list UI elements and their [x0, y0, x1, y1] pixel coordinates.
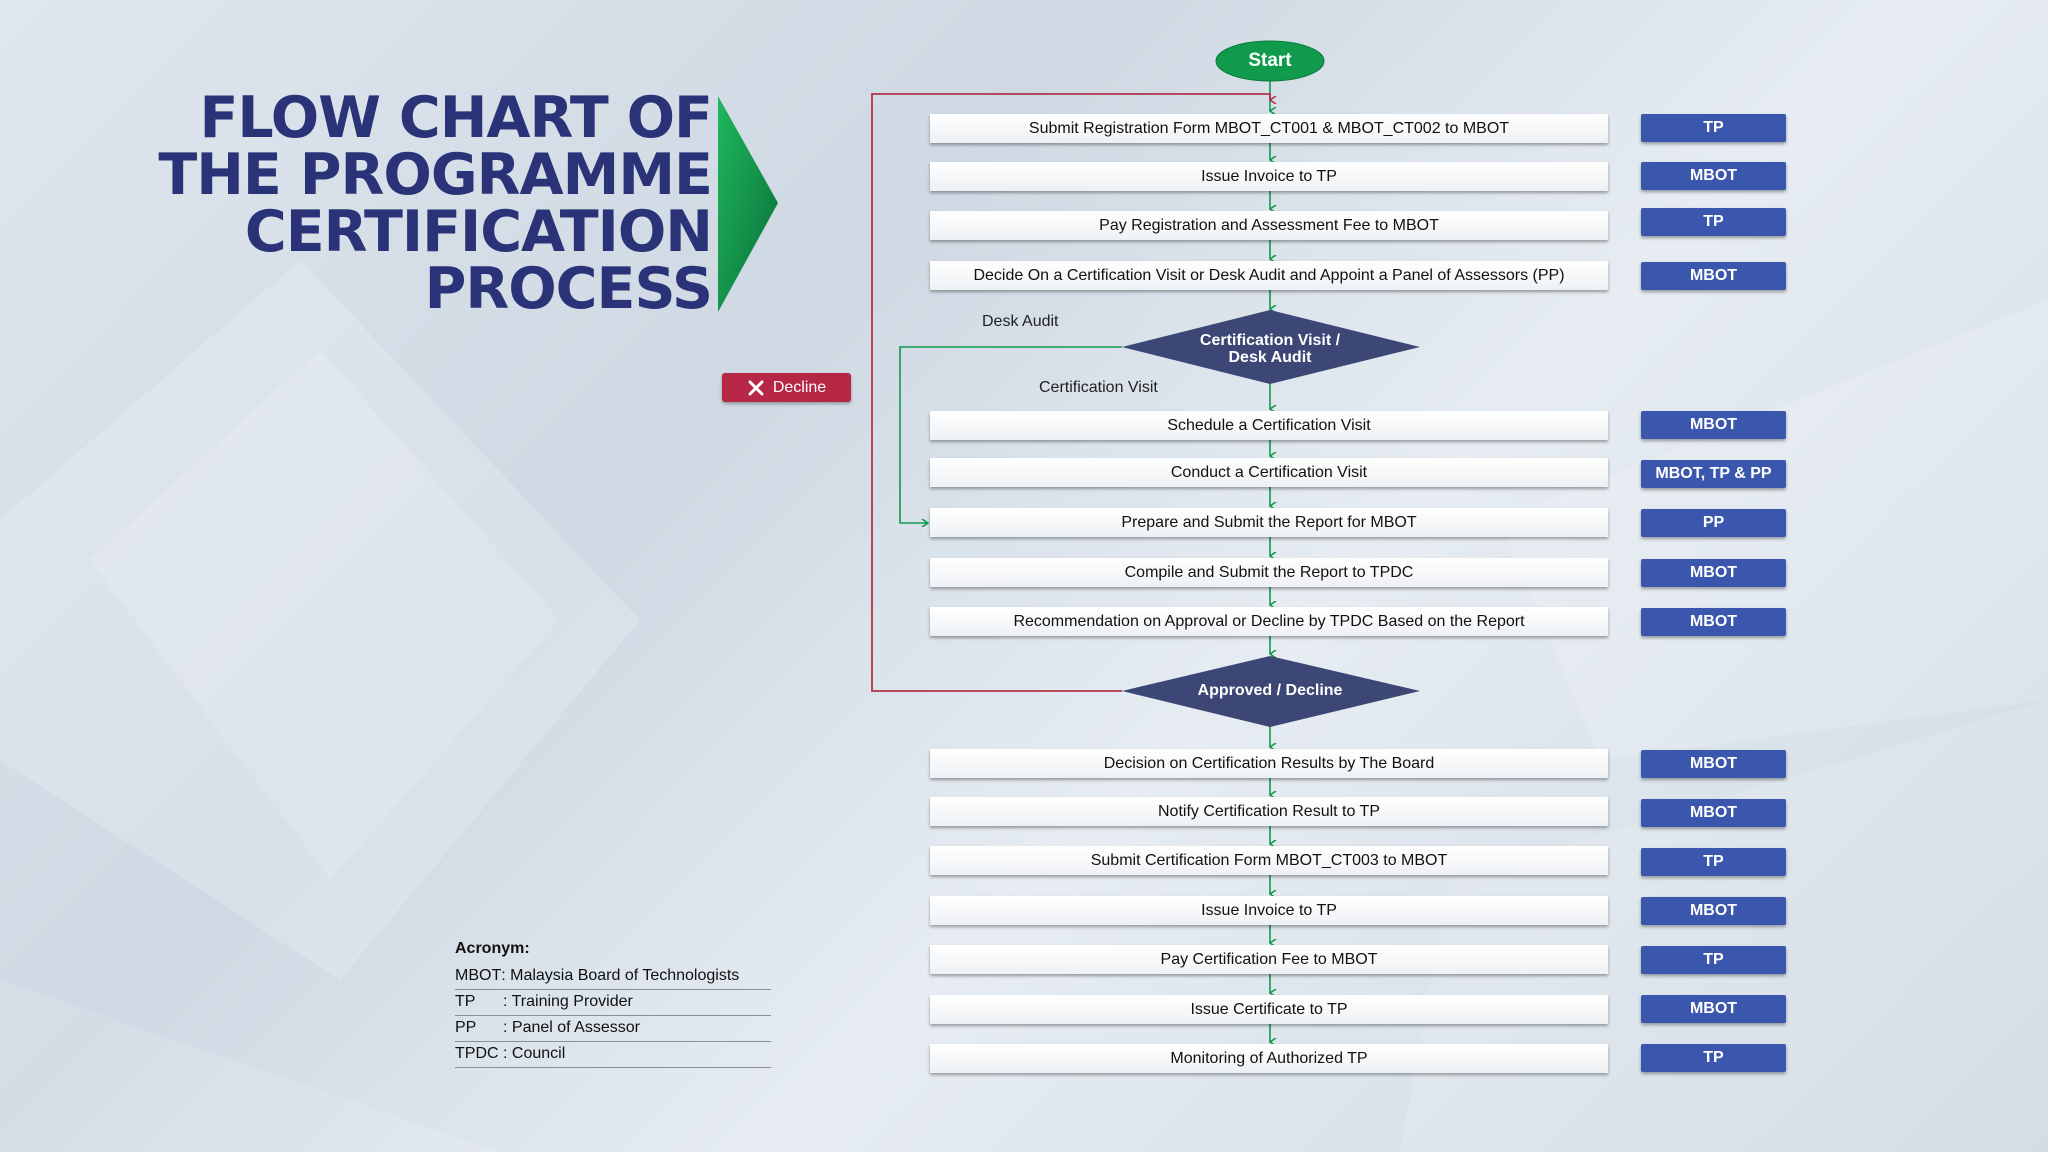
- role-badge: PP: [1641, 509, 1786, 537]
- process-step: Monitoring of Authorized TP: [930, 1044, 1608, 1073]
- process-step: Decision on Certification Results by The Board: [930, 749, 1608, 778]
- process-step: Recommendation on Approval or Decline by TPDC Based on the Report: [930, 607, 1608, 636]
- role-badge: MBOT: [1641, 608, 1786, 636]
- acronym-abbr: PP: [455, 1019, 477, 1036]
- process-step: Pay Certification Fee to MBOT: [930, 945, 1608, 974]
- process-step: Submit Registration Form MBOT_CT001 & MBOT_CT002 to MBOT: [930, 114, 1608, 143]
- acronym-text: Malaysia Board of Technologists: [510, 967, 740, 984]
- role-badge: TP: [1641, 848, 1786, 876]
- start-label: Start: [1248, 50, 1292, 71]
- role-badge: TP: [1641, 114, 1786, 142]
- process-step: Conduct a Certification Visit: [930, 458, 1608, 487]
- role-badge: TP: [1641, 208, 1786, 236]
- acronym-abbr: TPDC: [455, 1045, 499, 1062]
- decline-badge: [722, 373, 851, 402]
- process-step: Submit Certification Form MBOT_CT003 to MBOT: [930, 846, 1608, 875]
- process-step: Pay Registration and Assessment Fee to MBOT: [930, 211, 1608, 240]
- role-badge: TP: [1641, 1044, 1786, 1072]
- role-badge: MBOT: [1641, 411, 1786, 439]
- acronym-sep: :: [501, 967, 511, 984]
- acronym-abbr: TP: [455, 993, 476, 1010]
- acronym-row: [455, 1016, 771, 1042]
- role-badge: TP: [1641, 946, 1786, 974]
- acronym-sep: :: [498, 1045, 512, 1062]
- role-badge: MBOT: [1641, 750, 1786, 778]
- process-step: Issue Invoice to TP: [930, 896, 1608, 925]
- role-badge: MBOT: [1641, 995, 1786, 1023]
- title-line-2: THE PROGRAMME: [158, 142, 712, 208]
- role-badge: MBOT, TP & PP: [1641, 460, 1786, 488]
- branch-label-certification-visit: Certification Visit: [1039, 379, 1158, 396]
- branch-label-desk-audit: Desk Audit: [982, 313, 1059, 330]
- acronym-row: [455, 990, 771, 1016]
- acronym-text: Council: [511, 1045, 566, 1062]
- decision-label-approve-decline: [1140, 682, 1400, 699]
- process-step: Issue Certificate to TP: [930, 995, 1608, 1024]
- decision-label-line: Desk Audit: [1228, 349, 1312, 366]
- role-badge: MBOT: [1641, 262, 1786, 290]
- acronym-row: [455, 1042, 771, 1068]
- close-icon: [747, 379, 765, 397]
- acronym-sep: :: [503, 1019, 512, 1036]
- decision-label-line: Approved / Decline: [1197, 682, 1343, 699]
- acronym-legend: [455, 940, 771, 1068]
- role-badge: MBOT: [1641, 799, 1786, 827]
- decision-label-line: Certification Visit /: [1199, 332, 1341, 349]
- title-line-1: FLOW CHART OF: [199, 85, 712, 151]
- acronym-row: [455, 964, 771, 990]
- process-step: Notify Certification Result to TP: [930, 797, 1608, 826]
- process-step: Issue Invoice to TP: [930, 162, 1608, 191]
- process-step: Prepare and Submit the Report for MBOT: [930, 508, 1608, 537]
- role-badge: MBOT: [1641, 897, 1786, 925]
- process-step: Decide On a Certification Visit or Desk Audit and Appoint a Panel of Assessors (PP): [930, 261, 1608, 290]
- acronym-sep: :: [503, 993, 512, 1010]
- role-badge: MBOT: [1641, 162, 1786, 190]
- title-line-3: CERTIFICATION: [244, 199, 712, 265]
- acronym-abbr: MBOT: [455, 967, 502, 984]
- acronym-text: Training Provider: [511, 993, 633, 1010]
- decision-label-visit-or-audit: [1140, 332, 1400, 366]
- title-line-4: PROCESS: [424, 256, 712, 322]
- role-badge: MBOT: [1641, 559, 1786, 587]
- acronym-heading: Acronym:: [455, 940, 530, 957]
- acronym-text: Panel of Assessor: [511, 1019, 640, 1036]
- process-step: Compile and Submit the Report to TPDC: [930, 558, 1608, 587]
- decline-label: Decline: [772, 378, 827, 396]
- process-step: Schedule a Certification Visit: [930, 411, 1608, 440]
